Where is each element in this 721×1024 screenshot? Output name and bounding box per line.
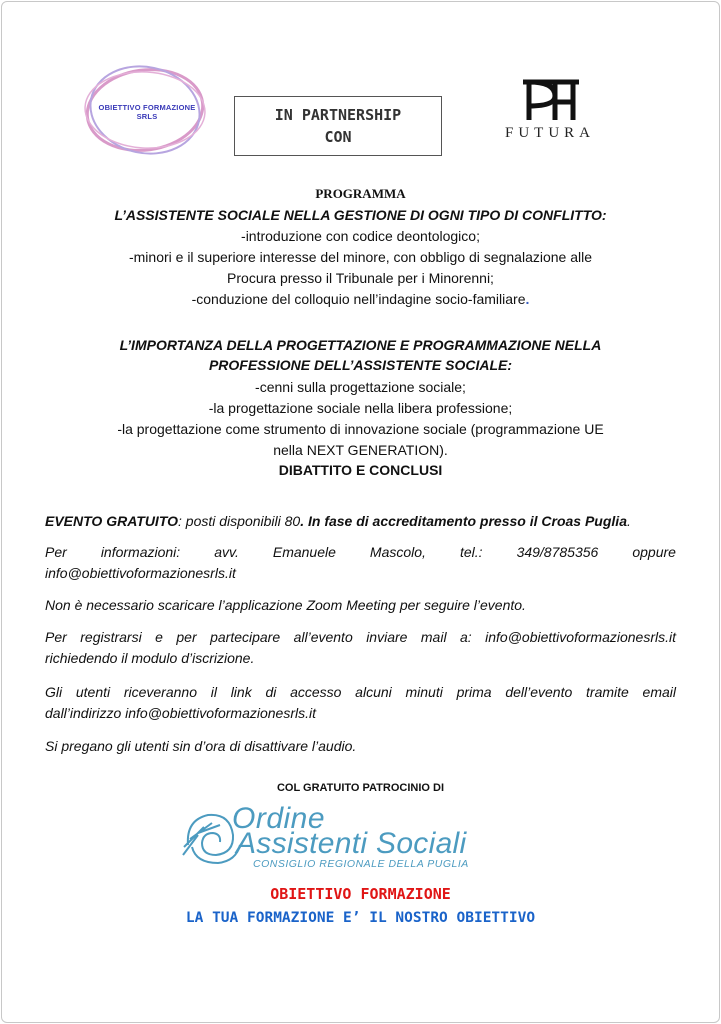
contact-line1	[45, 542, 676, 563]
link-line2: dall’indirizzo info@obiettivoformazionesrls.it	[45, 705, 316, 721]
closing-line: DIBATTITO E CONCLUSI	[278, 462, 443, 478]
ordine-logo-line1: Ordine	[232, 802, 326, 835]
partnership-line1: IN PARTNERSHIP	[274, 106, 402, 124]
section1-title: L’ASSISTENTE SOCIALE NELLA GESTIONE DI OGNI TIPO DI CONFLITTO:	[114, 207, 607, 223]
section2-title-line2: PROFESSIONE DELL’ASSISTENTE SOCIALE:	[208, 357, 513, 373]
org-motto: LA TUA FORMAZIONE E’ IL NOSTRO OBIETTIVO	[185, 910, 536, 926]
ordine-logo-line2: Assistenti Sociali	[236, 827, 467, 860]
section2-item: -la progettazione come strumento di innovazione sociale (programmazione UE	[117, 421, 604, 437]
audio-note: Si pregano gli utenti sin d’ora di disattivare l’audio.	[45, 738, 357, 754]
event-text: : posti disponibili 80	[178, 513, 301, 529]
accreditation-text: . In fase di accreditamento presso il Croas Puglia	[300, 513, 627, 529]
contact-word: avv.	[214, 544, 239, 560]
contact-phone: 349/8785356	[516, 544, 599, 560]
patronage-label: COL GRATUITO PATROCINIO DI	[276, 782, 445, 794]
partnership-line2: CON	[324, 128, 352, 146]
section1-item: Procura presso il Tribunale per i Minorenni;	[227, 270, 494, 286]
section1-end-mark: .	[525, 291, 530, 307]
contact-word: informazioni:	[100, 544, 181, 560]
section1-item: -introduzione con codice deontologico;	[241, 228, 480, 244]
left-logo-text: OBIETTIVO FORMAZIONE SRLS	[98, 103, 196, 121]
section1-item-text: -conduzione del colloquio nell’indagine socio-familiare	[191, 291, 526, 307]
register-line2: richiedendo il modulo d’iscrizione.	[45, 650, 255, 666]
contact-word: oppure	[632, 544, 676, 560]
contact-word: tel.:	[459, 544, 483, 560]
section2-item: nella NEXT GENERATION).	[273, 442, 448, 458]
contact-word: Per	[45, 544, 67, 560]
register-line1: Per registrarsi e per partecipare all’evento inviare mail a: info@obiettivoformazionesrls.it	[45, 629, 676, 645]
org-name: OBIETTIVO FORMAZIONE	[270, 885, 451, 903]
futura-wordmark: FUTURA	[504, 125, 595, 141]
section2-item: -cenni sulla progettazione sociale;	[255, 379, 466, 395]
section1-item: -minori e il superiore interesse del minore, con obbligo di segnalazione alle	[128, 249, 593, 265]
link-line1: Gli utenti riceveranno il link di accesso alcuni minuti prima dell’evento tramite email	[45, 684, 676, 700]
ordine-logo-line3: CONSIGLIO REGIONALE DELLA PUGLIA	[253, 858, 469, 870]
section2-item: -la progettazione sociale nella libera professione;	[208, 400, 513, 416]
programme-title: PROGRAMMA	[315, 186, 406, 201]
zoom-note: Non è necessario scaricare l’applicazione Zoom Meeting per seguire l’evento.	[45, 597, 526, 613]
contact-word: Mascolo,	[369, 544, 426, 560]
contact-word: Emanuele	[272, 544, 336, 560]
event-label: EVENTO GRATUITO	[45, 513, 179, 529]
contact-email-link[interactable]: info@obiettivoformazionesrls.it	[45, 565, 236, 581]
futura-logo-icon	[515, 74, 585, 124]
accreditation-end: .	[626, 513, 631, 529]
partnership-box	[234, 96, 442, 156]
section2-title-line1: L’IMPORTANZA DELLA PROGETTAZIONE E PROGRAMMAZIONE NELLA	[119, 337, 602, 353]
section1-item-last	[0, 289, 721, 310]
event-line	[45, 511, 676, 532]
